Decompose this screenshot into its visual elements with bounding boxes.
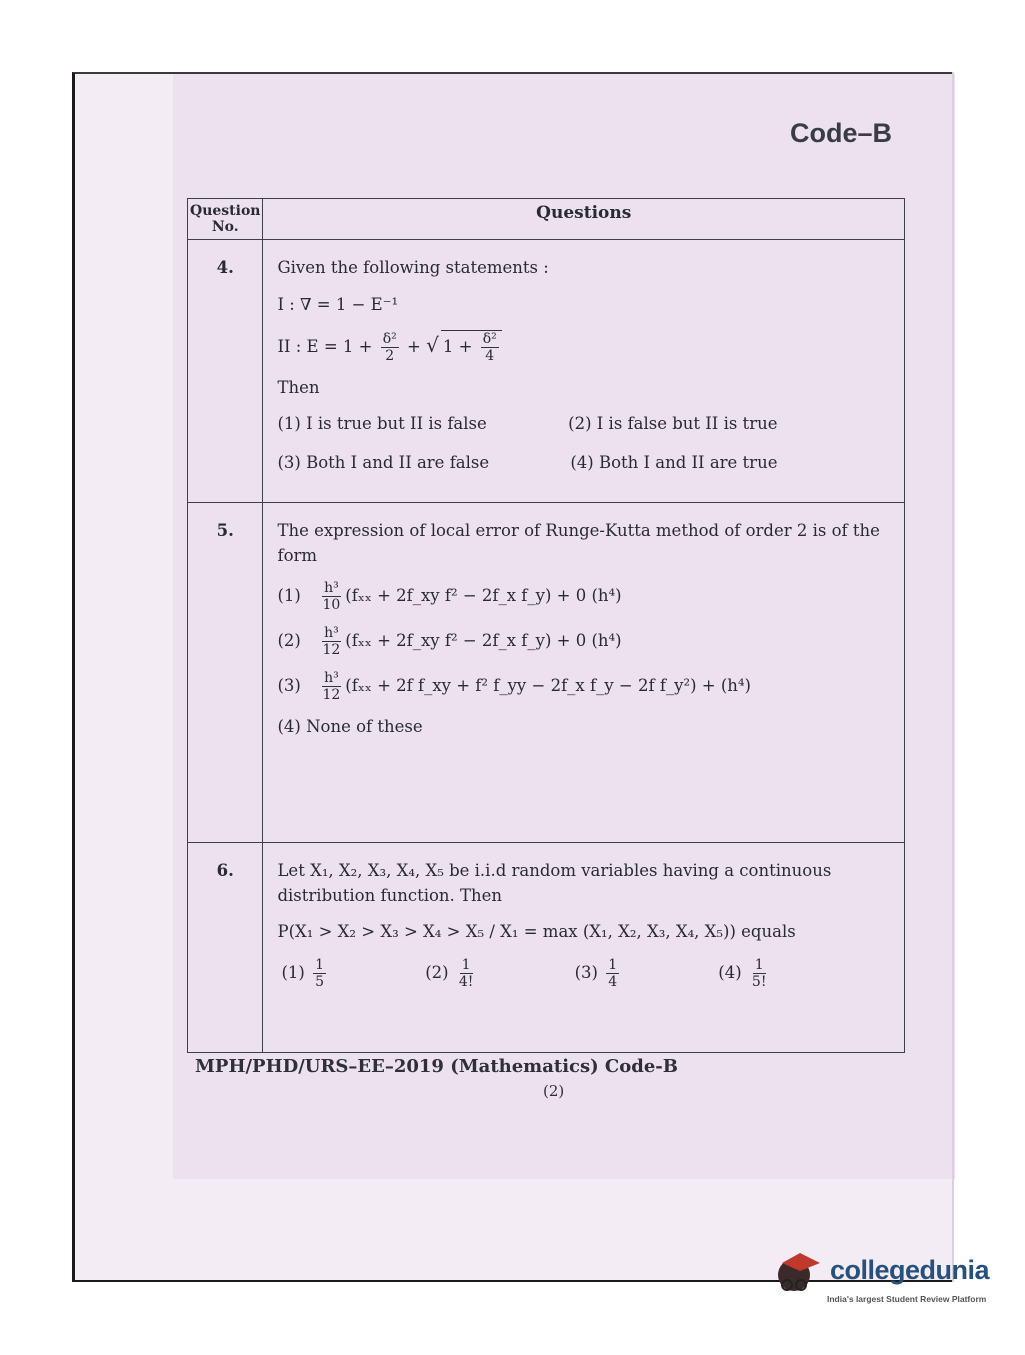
fraction-denominator: 4	[485, 347, 495, 364]
fraction	[313, 957, 326, 990]
question-stem: Given the following statements :	[277, 258, 549, 277]
scanned-page	[72, 72, 952, 1282]
option-3: (3) Both I and II are false	[277, 453, 490, 472]
fraction	[320, 625, 342, 658]
statement-2	[277, 330, 892, 364]
logo-wordmark: collegedunia	[830, 1255, 990, 1285]
option-1: (1) I is true but II is false	[277, 414, 487, 434]
fraction-numerator: 1	[754, 957, 764, 973]
fraction	[481, 331, 499, 364]
fraction	[320, 580, 342, 613]
page-number: (2)	[543, 1082, 565, 1100]
question-number: 5.	[188, 502, 263, 842]
question-row-4	[188, 240, 905, 503]
question-row-5	[188, 502, 905, 842]
option-label: (3)	[574, 963, 598, 982]
option-label: (1)	[281, 963, 305, 982]
option-1	[281, 957, 329, 990]
radicand-prefix: 1 +	[442, 336, 473, 356]
option-2: (2) I is false but II is true	[568, 414, 778, 434]
fraction-denominator: 5	[315, 974, 325, 990]
fraction-denominator: 4!	[458, 974, 474, 990]
fraction	[457, 957, 476, 990]
col-qno-header: Question No.	[188, 199, 263, 240]
option-4	[718, 957, 771, 990]
stmt2-prefix: II : E = 1 +	[277, 336, 373, 356]
logo-tagline: India's largest Student Review Platform	[827, 1294, 987, 1304]
fraction-numerator: δ²	[382, 330, 397, 347]
fraction-denominator: 12	[322, 642, 341, 659]
option-label: (2)	[277, 631, 301, 651]
option-expression: (fₓₓ + 2f_xy f² − 2f_x f_y) + 0 (h⁴)	[345, 631, 622, 651]
option-expression: (fₓₓ + 2f f_xy + f² f_yy − 2f_x f_y − 2f f_y²) + (h⁴)	[345, 676, 751, 696]
fraction-numerator: h³	[324, 670, 339, 687]
fraction-numerator: 1	[608, 957, 618, 973]
option-3	[575, 957, 623, 990]
question-stem: The expression of local error of Runge-Kutta method of order 2 is of the form	[277, 520, 880, 565]
question-number: 4.	[188, 240, 263, 503]
option-2	[425, 957, 478, 990]
options-row	[277, 451, 777, 476]
option-4: (4) Both I and II are true	[570, 453, 778, 472]
plus-sign: +	[407, 336, 421, 356]
fraction	[320, 670, 342, 703]
question-body	[263, 842, 905, 1052]
fraction-denominator: 4	[608, 974, 618, 990]
code-label: Code–B	[789, 118, 892, 148]
option-label: (1)	[277, 586, 301, 606]
probability-expression: P(X₁ > X₂ > X₃ > X₄ > X₅ / X₁ = max (X₁, X₂, X₃, X₄, X₅)) equals	[277, 922, 796, 942]
fraction-numerator: 1	[461, 957, 471, 973]
option-label: (3)	[277, 676, 301, 696]
fraction-numerator: h³	[324, 580, 339, 597]
option-1	[277, 580, 892, 613]
fraction-denominator: 12	[322, 687, 341, 704]
question-row-6	[188, 842, 905, 1052]
question-body	[263, 502, 905, 842]
option-3	[277, 670, 892, 703]
fraction-denominator: 5!	[751, 974, 767, 990]
fraction	[750, 957, 769, 990]
option-label: (4)	[718, 963, 742, 982]
option-label: (2)	[425, 963, 449, 982]
fraction-denominator: 2	[385, 347, 395, 364]
statement-1: I : ∇ = 1 − E⁻¹	[277, 294, 399, 314]
fraction	[606, 957, 619, 990]
fraction	[381, 331, 399, 364]
options-row	[277, 412, 777, 437]
fraction-denominator: 10	[322, 597, 341, 614]
question-stem: Let X₁, X₂, X₃, X₄, X₅ be i.i.d random variables having a continuous distribution function. Then	[277, 860, 832, 905]
then-label: Then	[277, 377, 320, 397]
radicand	[441, 330, 502, 364]
fraction-numerator: δ²	[482, 330, 497, 347]
options-row	[281, 957, 771, 990]
col-questions-header: Questions	[263, 199, 905, 240]
radical-icon: √	[426, 332, 439, 357]
option-2	[277, 625, 892, 658]
fraction-numerator: h³	[324, 625, 339, 642]
footer-code: MPH/PHD/URS–EE–2019 (Mathematics) Code-B	[195, 1056, 678, 1077]
page-edge	[952, 72, 954, 1282]
option-4: (4) None of these	[277, 717, 423, 737]
question-number: 6.	[188, 842, 263, 1052]
question-table	[187, 198, 905, 1053]
fraction-numerator: 1	[315, 957, 325, 973]
question-body	[263, 240, 905, 503]
option-expression: (fₓₓ + 2f_xy f² − 2f_x f_y) + 0 (h⁴)	[345, 586, 622, 606]
